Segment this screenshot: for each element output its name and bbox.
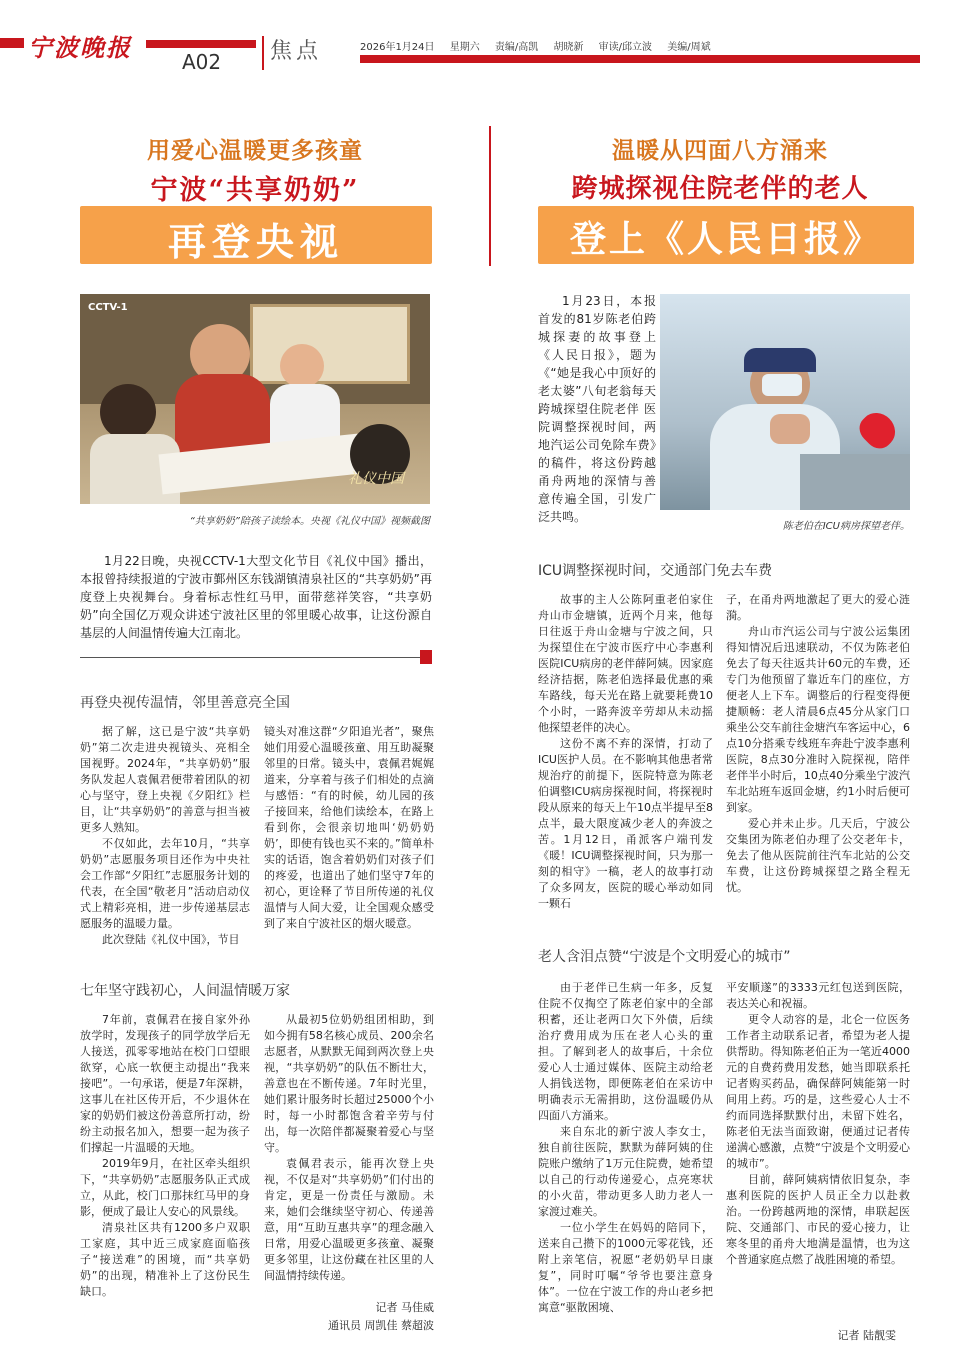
right-photo-caption: 陈老伯在ICU病房探望老伴。 xyxy=(782,521,910,532)
section-rule-marker xyxy=(420,650,432,664)
paragraph: 此次登陆《礼仪中国》，节目 xyxy=(102,933,240,946)
paragraph: 这份不离不弃的深情，打动了ICU医护人员。在不影响其他患者常规治疗的前提下，医院特意为陈老伯调整ICU病房探视时间，将探视时段从原来的每天上午10点半提早至8点半，最大限度减少老人的奔波之苦。1月12日，甬派客户端刊发《暖！ICU调整探视时间，只为那一刻的相守》一稿，老人的故事打动了众多网友，医院的暖心举动如同一颗石 xyxy=(538,737,713,910)
issue-weekday: 星期六 xyxy=(449,42,480,53)
paragraph: 一位小学生在妈妈的陪同下，送来自己攒下的1000元零花钱，还附上亲笔信，祝愿“老奶奶早日康复”，同时叮嘱“爷爷也要注意身体”。一位在宁波工作的舟山老乡把寓意“驱散困境、 xyxy=(538,1221,713,1314)
header-meta xyxy=(360,38,723,53)
cctv-watermark: CCTV-1 xyxy=(88,302,128,313)
header-divider xyxy=(262,36,264,70)
paragraph: 从最初5位奶奶组团相助，到如今拥有58名核心成员、200余名志愿者，从默默无闻到两次登上央视，“共享奶奶”的队伍不断壮大，善意也在不断传递。7年时光里，她们累计服务时长超过25000个小时，每一小时都饱含着辛劳与付出，每一次陪伴都凝聚着爱心与坚守。 xyxy=(264,1013,434,1154)
paragraph: 袁佩君表示，能再次登上央视，不仅是对“共享奶奶”们付出的肯定，更是一份责任与激励。未来，她们会继续坚守初心、传递善意，用“互助互惠共享”的理念融入日常，用爱心温暖更多孩童、凝聚更多邻里，让这份藏在社区里的人间温情持续传递。 xyxy=(264,1157,434,1282)
paragraph: 2019年9月，在社区牵头组织下，“共享奶奶”志愿服务队正式成立，从此，校门口那抹红马甲的身影，便成了最让人安心的风景线。 xyxy=(80,1157,250,1218)
section-title: 焦点 xyxy=(270,39,323,64)
paragraph: 子，在甬舟两地激起了更大的爱心涟漪。 xyxy=(726,593,910,622)
left-sec2-col1 xyxy=(80,1012,250,1300)
left-lead-paragraph: 1月22日晚，央视CCTV-1大型文化节目《礼仪中国》播出，本报曾持续报道的宁波市鄞州区东钱湖镇清泉社区的“共享奶奶”再度登上央视舞台。身着标志性红马甲，面带慈祥笑容，“共享奶奶”向全国亿万观众讲述宁波社区里的邻里暖心故事，让这份源自基层的人间温情传遍大江南北。 xyxy=(80,554,432,640)
paragraph: 故事的主人公陈阿重老伯家住舟山市金塘镇，近两个月来，他每日往返于舟山金塘与宁波之间，只为探望住在宁波市医疗中心李惠利医院ICU病房的老伴薛阿姨。因家庭经济拮据，陈老伯选择最优惠的乘车路线，每天光在路上就要耗费10个小时，一路奔波辛劳却从未动摇他探望老伴的决心。 xyxy=(538,593,713,734)
page-number: A02 xyxy=(182,50,222,74)
header-accent-bar xyxy=(0,38,24,48)
newspaper-logo: 宁波晚报 xyxy=(28,33,132,62)
paragraph: 7年前，袁佩君在接自家外孙放学时，发现孩子的同学放学后无人接送，孤零零地站在校门口望眼欲穿，心底一软便主动提出“我来接吧”。一句承诺，便是7年深耕，这事儿在社区传开后，不少退休在家的奶奶们被这份善意所打动，纷纷主动报名加入，想要一起为孩子们撑起一片温暖的天地。 xyxy=(80,1013,250,1154)
right-sec1-col2 xyxy=(726,592,910,896)
photo-grandma-reading xyxy=(80,294,430,504)
section-rule xyxy=(80,657,420,658)
left-headline-kicker: 用爱心温暖更多孩童 xyxy=(147,138,363,164)
right-headline-box-text: 登上《人民日报》 xyxy=(569,218,882,260)
right-sec1-col1 xyxy=(538,592,713,912)
proofreader: 审读/邱立波 xyxy=(598,42,653,53)
right-subheading-1: ICU调整探视时间，交通部门免去车费 xyxy=(538,563,773,579)
program-watermark: 礼仪中国 xyxy=(348,471,404,487)
designer: 美编/周斌 xyxy=(667,42,711,53)
left-photo-caption: “共享奶奶”陪孩子读绘本。央视《礼仪中国》视频截图 xyxy=(189,516,430,527)
right-headline-kicker: 温暖从四面八方涌来 xyxy=(612,138,828,164)
paragraph: 更令人动容的是，北仑一位医务工作者主动联系记者，希望为老人提供帮助。得知陈老伯正为一笔近4000元的自费药费用发愁，她当即联系托记者购买药品，确保薛阿姨能第一时间用上药。巧的是，这些爱心人士不约而同选择默默付出，未留下姓名，陈老伯无法当面致谢，便通过记者传递满心感激，点赞“宁波是个文明爱心的城市”。 xyxy=(726,1013,910,1170)
left-sec1-col2 xyxy=(264,724,434,932)
paragraph: 舟山市汽运公司与宁波公运集团得知情况后迅速联动，不仅为陈老伯免去了每天往返共计60元的车费，还专门为他预留了靠近车门的座位，方便老人上下车。调整后的行程变得便捷顺畅：老人清晨6点45分从家门口乘坐公交车前往金塘汽车客运中心，6点10分搭乘专线班车奔赴宁波李惠利医院，8点30分准时入院探视，陪伴老伴半小时后，10点40分乘坐宁波汽车北站班车返回金塘，约1小时后便可到家。 xyxy=(726,625,910,814)
right-sec2-col1 xyxy=(538,980,713,1316)
right-subheading-2: 老人含泪点赞“宁波是个文明爱心的城市” xyxy=(538,949,791,965)
photo-icu-visit xyxy=(660,294,910,510)
paragraph: 镜头对准这群“夕阳追光者”，聚焦她们用爱心温暖孩童、用互助凝聚邻里的日常。镜头中，袁佩君娓娓道来，分享着与孩子们相处的点滴与感悟：“有的时候，幼儿园的孩子接回来，给他们读绘本，在路上看到你，会很亲切地叫‘奶奶奶奶’，即使有钱也买不来的。”简单朴实的话语，饱含着奶奶们对孩子们的疼爱，也道出了她们坚守7年的初心，更诠释了节目所传递的礼仪温情与人间大爱，让全国观众感受到了来自宁波社区的烟火暖意。 xyxy=(264,725,434,930)
paragraph: 据了解，这已是宁波“共享奶奶”第二次走进央视镜头、亮相全国视野。2024年，“共享奶奶”服务队发起人袁佩君便带着团队的初心与坚守，登上央视《夕阳红》栏目，让“共享奶奶”的善意与担当被更多人熟知。 xyxy=(80,725,250,834)
column-divider xyxy=(489,126,491,266)
paragraph: 来自东北的新宁波人李女士，独自前往医院，默默为薛阿姨的住院账户缴纳了1万元住院费，她希望以自己的行动传递爱心，点亮寒状的小火苗，带动更多人助力老人一家渡过难关。 xyxy=(538,1125,713,1218)
right-sec2-col2 xyxy=(726,980,910,1268)
editor-2: 胡晓新 xyxy=(553,42,584,53)
left-sec2-col2 xyxy=(264,1012,434,1284)
left-subheading-1: 再登央视传温情，邻里善意亮全国 xyxy=(80,695,290,711)
paragraph: 清泉社区共有1200多户双职工家庭，其中近三成家庭面临孩子“接送难”的困境，而“共享奶奶”的出现，精准补上了这份民生缺口。 xyxy=(80,1221,250,1298)
left-subheading-2: 七年坚守践初心，人间温情暖万家 xyxy=(80,983,290,999)
paragraph: 爱心并未止步。几天后，宁波公交集团为陈老伯办理了公交老年卡，免去了他从医院前往汽车北站的公交车费，让这份跨城探望之路全程无忧。 xyxy=(726,817,910,894)
left-sec1-col1 xyxy=(80,724,250,948)
right-lead-paragraph: 1月23日，本报首发的81岁陈老伯跨城探妻的故事登上《人民日报》，题为《“她是我心中顶好的老太婆”八旬老翁每天跨城探望住院老伴 医院调整探视时间，两地汽运公司免除车费》的稿件，将这份跨越甬舟两地的深情与善意传遍全国，引发广泛共鸣。 xyxy=(538,294,656,524)
left-headline-main: 宁波“共享奶奶” xyxy=(150,175,360,206)
issue-date: 2026年1月24日 xyxy=(360,42,435,53)
editor: 责编/高凯 xyxy=(494,42,539,53)
right-headline-main: 跨城探视住院老伴的老人 xyxy=(571,174,869,204)
paragraph: 由于老伴已生病一年多，反复住院不仅掏空了陈老伯家中的全部积蓄，还让老两口欠下外债，后续治疗费用成为压在老人心头的重担。了解到老人的故事后，十余位爱心人士通过媒体、医院主动给老人捐钱送物，即便陈老伯在采访中明确表示无需捐助，这份温暖仍从四面八方涌来。 xyxy=(538,981,713,1122)
header-accent-bar xyxy=(146,40,256,48)
left-byline-correspondent: 通讯员 周凯佳 蔡超波 xyxy=(328,1319,434,1332)
left-byline-reporter: 记者 马佳威 xyxy=(375,1301,434,1314)
header-accent-bar xyxy=(360,55,920,63)
paragraph: 平安顺遂”的3333元红包送到医院，表达关心和祝福。 xyxy=(726,981,910,1010)
right-byline: 记者 陆靓雯 xyxy=(837,1329,896,1342)
left-headline-box-text: 再登央视 xyxy=(167,219,344,264)
paragraph: 目前，薛阿姨病情依旧复杂，李惠利医院的医护人员正全力以赴救治。一份跨越两地的深情，串联起医院、交通部门、市民的爱心接力，让寒冬里的甬舟大地满是温情，也为这个普通家庭点燃了战胜困境的希望。 xyxy=(726,1173,910,1266)
paragraph: 不仅如此，去年10月，“共享奶奶”志愿服务项目还作为中央社会工作部“夕阳红”志愿服务计划的代表，在全国“敬老月”活动启动仪式上精彩亮相，进一步传递基层志愿服务的温暖力量。 xyxy=(80,837,250,930)
